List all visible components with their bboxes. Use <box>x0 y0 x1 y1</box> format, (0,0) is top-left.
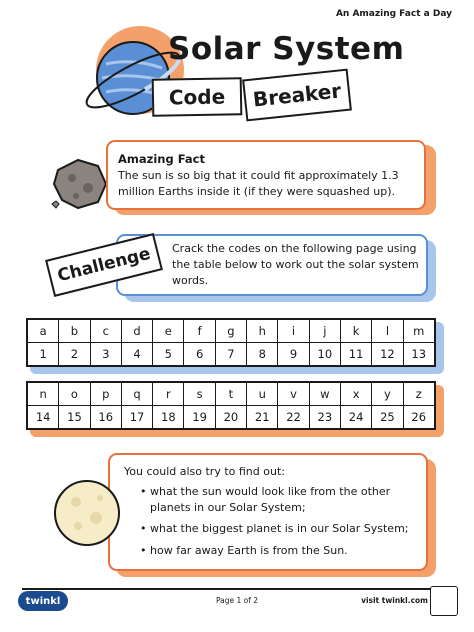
title-code-tag: Code <box>152 77 243 117</box>
letter-cell: v <box>278 382 309 406</box>
letter-cell: c <box>90 319 121 343</box>
letter-cell: o <box>59 382 90 406</box>
number-cell: 6 <box>184 343 215 367</box>
title-breaker-tag: Breaker <box>242 69 352 122</box>
letter-cell: m <box>403 319 435 343</box>
number-cell: 5 <box>153 343 184 367</box>
number-cell: 2 <box>59 343 90 367</box>
list-item: • how far away Earth is from the Sun. <box>140 543 424 559</box>
number-cell: 22 <box>278 406 309 430</box>
number-cell: 21 <box>247 406 278 430</box>
fact-heading: Amazing Fact <box>118 152 205 166</box>
number-cell: 20 <box>215 406 246 430</box>
letter-cell: q <box>121 382 152 406</box>
list-item: • what the sun would look like from the other planets in our Solar System; <box>140 484 424 515</box>
number-cell: 23 <box>309 406 340 430</box>
fact-text: The sun is so big that it could fit approximately 1.3 million Earths inside it (if they were squashed up). <box>118 169 399 198</box>
number-cell: 3 <box>90 343 121 367</box>
number-cell: 1 <box>27 343 59 367</box>
visit-link[interactable]: visit twinkl.com <box>361 596 428 605</box>
page-number: Page 1 of 2 <box>215 596 259 605</box>
challenge-tag: Challenge <box>45 233 163 297</box>
letter-cell: a <box>27 319 59 343</box>
number-cell: 11 <box>340 343 371 367</box>
letter-cell: w <box>309 382 340 406</box>
letter-cell: u <box>247 382 278 406</box>
moon-illustration <box>52 478 122 548</box>
letter-cell: e <box>153 319 184 343</box>
letter-cell: d <box>121 319 152 343</box>
findout-intro: You could also try to find out: <box>124 465 285 478</box>
asteroid-illustration <box>48 152 110 216</box>
number-cell: 4 <box>121 343 152 367</box>
number-cell: 19 <box>184 406 215 430</box>
letter-cell: y <box>372 382 403 406</box>
letter-cell: t <box>215 382 246 406</box>
letter-cell: s <box>184 382 215 406</box>
number-cell: 10 <box>309 343 340 367</box>
letter-cell: l <box>372 319 403 343</box>
letter-cell: p <box>90 382 121 406</box>
letter-cell: k <box>340 319 371 343</box>
number-cell: 14 <box>27 406 59 430</box>
challenge-text: Crack the codes on the following page using the table below to work out the solar system words. <box>172 242 419 287</box>
number-cell: 8 <box>247 343 278 367</box>
letter-cell: g <box>215 319 246 343</box>
letter-cell: b <box>59 319 90 343</box>
number-cell: 16 <box>90 406 121 430</box>
number-cell: 26 <box>403 406 435 430</box>
number-cell: 18 <box>153 406 184 430</box>
letter-cell: h <box>247 319 278 343</box>
page-title: Solar System <box>168 31 405 67</box>
header-tag: An Amazing Fact a Day <box>335 9 452 19</box>
number-cell: 7 <box>215 343 246 367</box>
letter-cell: j <box>309 319 340 343</box>
number-cell: 13 <box>403 343 435 367</box>
letter-cell: x <box>340 382 371 406</box>
findout-list <box>140 484 424 564</box>
quality-badge-icon <box>430 586 458 616</box>
list-item: • what the biggest planet is in our Solar System; <box>140 521 424 537</box>
number-cell: 15 <box>59 406 90 430</box>
twinkl-logo[interactable]: twinkl <box>18 591 68 611</box>
letter-cell: z <box>403 382 435 406</box>
number-cell: 17 <box>121 406 152 430</box>
code-table-2 <box>26 381 436 430</box>
number-cell: 25 <box>372 406 403 430</box>
letter-cell: f <box>184 319 215 343</box>
number-cell: 12 <box>372 343 403 367</box>
letter-cell: i <box>278 319 309 343</box>
code-table-1 <box>26 318 436 367</box>
letter-cell: n <box>27 382 59 406</box>
footer-divider <box>22 588 452 590</box>
letter-cell: r <box>153 382 184 406</box>
number-cell: 9 <box>278 343 309 367</box>
number-cell: 24 <box>340 406 371 430</box>
